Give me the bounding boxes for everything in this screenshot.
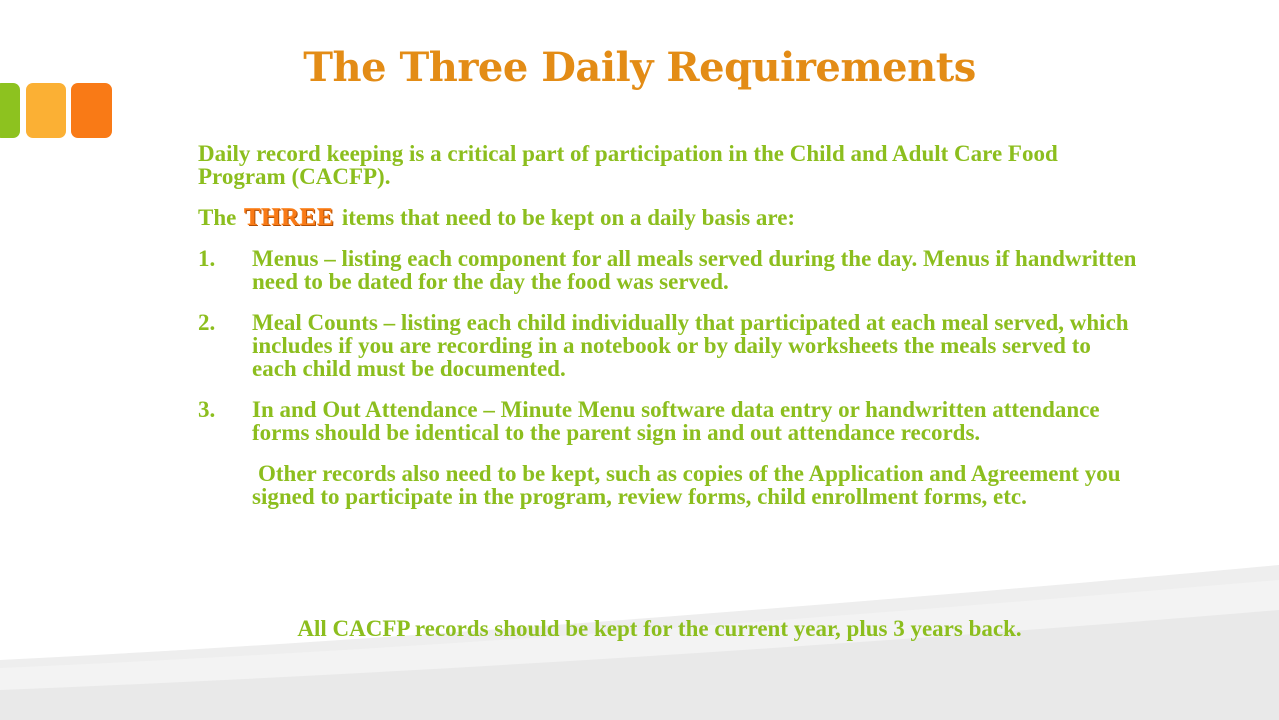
three-line-before: The	[198, 205, 243, 230]
decorative-green-block	[0, 83, 20, 138]
intro-paragraph: Daily record keeping is a critical part of participation in the Child and Adult Care Food Program (CACFP).	[198, 141, 1058, 189]
decorative-orange-block	[71, 83, 112, 138]
decorative-yellow-block	[26, 83, 66, 138]
list-item	[198, 247, 1138, 293]
list-item-text: Menus – listing each component for all meals served during the day. Menus if handwritten need to be dated for the day the food was served.	[252, 246, 1137, 294]
three-items-line	[198, 206, 1138, 229]
other-records-text: Other records also need to be kept, such as copies of the Application and Agreement you signed to participate in the program, review forms, child enrollment forms, etc.	[252, 461, 1121, 509]
list-item-number: 1.	[198, 246, 216, 271]
slide-body	[198, 142, 1138, 526]
three-highlight-word: THREE	[244, 204, 335, 231]
final-note: All CACFP records should be kept for the current year, plus 3 years back.	[297, 616, 1022, 641]
list-item-text: Meal Counts – listing each child individually that participated at each meal served, which includes if you are recording in a notebook or by daily worksheets the meals served to each child must be documented.	[252, 310, 1129, 381]
slide-title: The Three Daily Requirements	[303, 44, 976, 91]
list-item	[198, 398, 1138, 444]
other-records-paragraph	[198, 462, 1138, 508]
list-item-text: In and Out Attendance – Minute Menu software data entry or handwritten attendance forms should be identical to the parent sign in and out attendance records.	[252, 397, 1100, 445]
list-item-number: 2.	[198, 310, 216, 335]
three-line-after: items that need to be kept on a daily basis are:	[336, 205, 796, 230]
list-item	[198, 311, 1138, 380]
list-item-number: 3.	[198, 397, 216, 422]
